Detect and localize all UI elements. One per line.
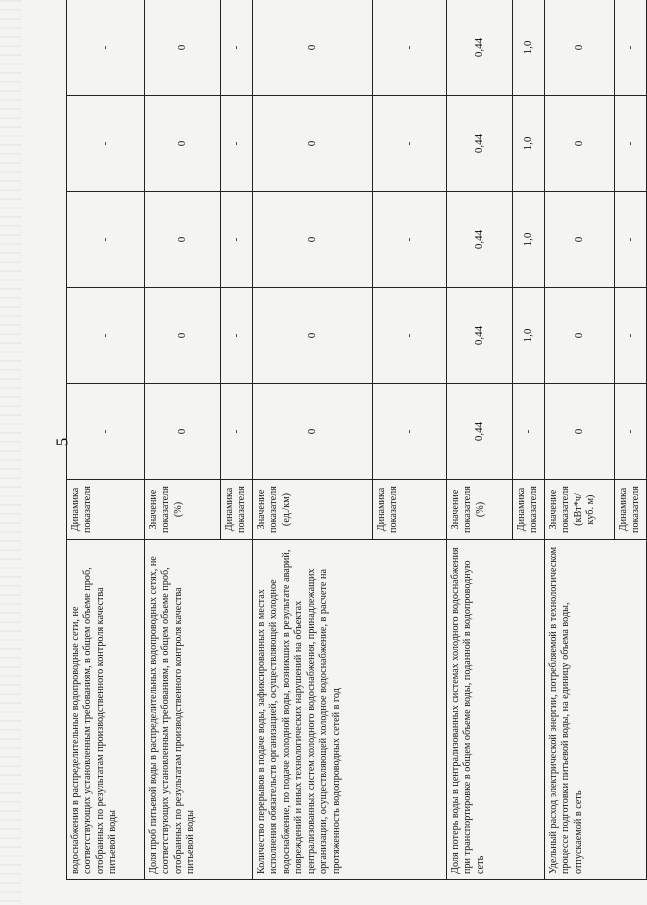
value-cell: -	[221, 288, 253, 384]
value-cell: 1,0	[512, 96, 544, 192]
value-cell: 0	[252, 0, 372, 96]
value-cell: 0	[544, 288, 614, 384]
table-row	[252, 0, 372, 880]
value-cell: 0	[252, 384, 372, 480]
value-cell: 0,44	[446, 384, 512, 480]
value-cell: -	[614, 288, 646, 384]
value-cell: 0	[145, 384, 221, 480]
value-cell: -	[512, 384, 544, 480]
value-cell: 0	[145, 288, 221, 384]
indicator-measure-cell: Значение показателя (кВт*ч/куб. м)	[544, 480, 614, 540]
indicator-measure-cell: Динамика показателя	[614, 480, 646, 540]
value-cell: 1,0	[512, 0, 544, 96]
indicator-table-rotated	[66, 0, 642, 880]
value-cell: -	[614, 192, 646, 288]
value-cell: 0,44	[446, 0, 512, 96]
indicator-name-cell: Доля проб питьевой воды в распределительных водопроводных сетях, не соответствующих установленным требованиям, в общем объеме проб, отобранных по результатам производственного контроля качества питьевой воды	[145, 540, 253, 880]
value-cell: 0	[544, 384, 614, 480]
value-cell: 0	[544, 96, 614, 192]
value-cell: 0,44	[446, 288, 512, 384]
value-cell: 0	[145, 96, 221, 192]
scan-edge-noise	[0, 0, 22, 905]
indicator-measure-cell: Динамика показателя	[372, 480, 446, 540]
value-cell: -	[67, 0, 145, 96]
indicator-table-wrap	[66, 0, 642, 880]
value-cell: -	[614, 0, 646, 96]
value-cell: -	[67, 96, 145, 192]
value-cell: 1,0	[512, 192, 544, 288]
value-cell: 0	[544, 0, 614, 96]
table-row	[67, 0, 145, 880]
indicator-name-cell: водоснабжения в распределительные водопроводные сети, не соответствующих установленным требованиям, в общем объеме проб, отобранных по результатам производственного контроля качества питьевой воды	[67, 540, 145, 880]
page-number: 5	[52, 437, 72, 447]
value-cell: -	[67, 384, 145, 480]
indicator-measure-cell: Динамика показателя	[221, 480, 253, 540]
indicator-measure-cell: Значение показателя (%)	[145, 480, 221, 540]
value-cell: 0	[145, 192, 221, 288]
indicator-measure-cell: Значение показателя (ед./км)	[252, 480, 372, 540]
value-cell: -	[614, 384, 646, 480]
value-cell: -	[221, 0, 253, 96]
value-cell: 1,0	[512, 288, 544, 384]
indicator-measure-cell: Динамика показателя	[512, 480, 544, 540]
indicator-name-cell: Количество перерывов в подаче воды, зафиксированных в местах исполнения обязательств организацией, осуществляющей холодное водоснабжение, по подаче холодной воды, возникших в результате аварий, повреждений и иных технологических нарушений на объектах централизованных систем холодного водоснабжения, принадлежащих организации, осуществляющей холодное водоснабжение, в расчете на протяженность водопроводных сетей в год	[252, 540, 446, 880]
value-cell: 0	[544, 192, 614, 288]
value-cell: -	[67, 288, 145, 384]
indicator-name-cell: Удельный расход электрической энергии, потребляемой в технологическом процессе подготовки питьевой воды, на единицу объема воды, отпускаемой в сеть	[544, 540, 646, 880]
value-cell: -	[372, 288, 446, 384]
value-cell: -	[221, 384, 253, 480]
value-cell: 0	[252, 96, 372, 192]
value-cell: 0	[252, 192, 372, 288]
indicator-table	[66, 0, 647, 880]
value-cell: 0	[252, 288, 372, 384]
table-row	[544, 0, 614, 880]
value-cell: 0,44	[446, 192, 512, 288]
table-row	[145, 0, 221, 880]
indicator-measure-cell: Значение показателя (%)	[446, 480, 512, 540]
indicator-name-cell: Доля потерь воды в централизованных системах холодного водоснабжения при транспортировке в общем объеме воды, поданной в водопроводную сеть	[446, 540, 544, 880]
value-cell: -	[67, 192, 145, 288]
value-cell: -	[372, 96, 446, 192]
value-cell: 0,44	[446, 96, 512, 192]
value-cell: -	[221, 96, 253, 192]
value-cell: -	[372, 384, 446, 480]
value-cell: 0	[145, 0, 221, 96]
table-row	[446, 0, 512, 880]
value-cell: -	[372, 192, 446, 288]
value-cell: -	[221, 192, 253, 288]
value-cell: -	[614, 96, 646, 192]
indicator-measure-cell: Динамика показателя	[67, 480, 145, 540]
value-cell: -	[372, 0, 446, 96]
